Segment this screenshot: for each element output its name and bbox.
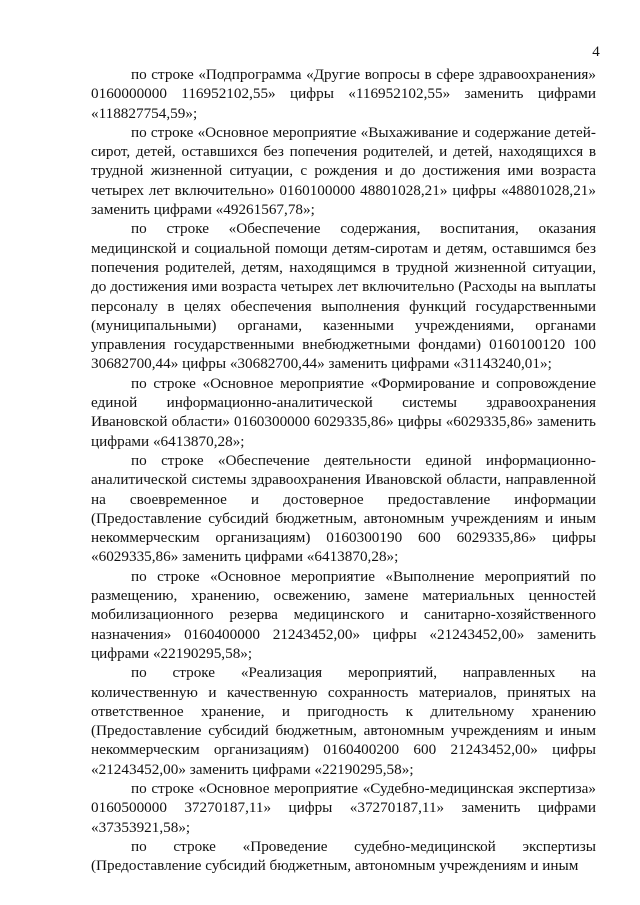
paragraph-1: по строке «Подпрограмма «Другие вопросы в сфере здравоохранения» 0160000000 116952102,55» цифры «116952102,55» заменить цифрами «118827754,59»; [91,66,596,122]
paragraph-6: по строке «Основное мероприятие «Выполнение мероприятий по размещению, хранению, освежению, замене материальных ценностей мобилизационного резерва медицинского и санитарно-хозяйственного назначения» 0160400000 21243452,00» цифры «21243452,00» заменить цифрами «22190295,58»; [91,567,596,662]
page-number: 4 [592,44,600,60]
paragraph-8: по строке «Основное мероприятие «Судебно-медицинская экспертиза» 0160500000 37270187,11» цифры «37270187,11» заменить цифрами «37353921,58»; [91,779,596,836]
paragraph-5: по строке «Обеспечение деятельности единой информационно-аналитической системы здравоохранения Ивановской области, направленной на своевременное и достоверное предоставление информации (Предоставление субсидий бюджетным, автономным учреждениям и иным некоммерческим организациям) 0160300190 600 6029335,86» цифры «6029335,86» заменить цифрами «6413870,28»; [91,451,596,566]
paragraph-7: по строке «Реализация мероприятий, направленных на количественную и качественную сохранность материалов, принятых на ответственное хранение, и пригодность к длительному хранению (Предоставление субсидий бюджетным, автономным учреждениям и иным некоммерческим организациям) 0160400200 600 21243452,00» цифры «21243452,00» заменить цифрами «22190295,58»; [91,664,596,778]
paragraph-4: по строке «Основное мероприятие «Формирование и сопровождение единой информационно-аналитической системы здравоохранения Ивановской области» 0160300000 6029335,86» цифры «6029335,86» заменить цифрами «6413870,28»; [91,374,596,450]
document-body [91,65,596,875]
paragraph-9: по строке «Проведение судебно-медицинской экспертизы (Предоставление субсидий бюджетным, автономным учреждениям и иным [91,837,596,875]
paragraph-3: по строке «Обеспечение содержания, воспитания, оказания медицинской и социальной помощи детям-сиротам и детям, оставшимся без попечения родителей, детям, находящимся в трудной жизненной ситуации, до достижения ими возраста четырех лет включительно (Расходы на выплаты персоналу в целях обеспечения выполнения функций государственными (муниципальными) органами, казенными учреждениями, органами управления государственными внебюджетными фондами) 0160100120 100 30682700,44» цифры «30682700,44» заменить цифрами «31143240,01»; [91,220,596,373]
paragraph-2: по строке «Основное мероприятие «Выхаживание и содержание детей-сирот, детей, оставшихся без попечения родителей, и детей, находящихся в трудной жизненной ситуации, с рождения и до достижения ими возраста четырех лет включительно» 0160100000 48801028,21» цифры «48801028,21» заменить цифрами «49261567,78»; [91,123,596,219]
